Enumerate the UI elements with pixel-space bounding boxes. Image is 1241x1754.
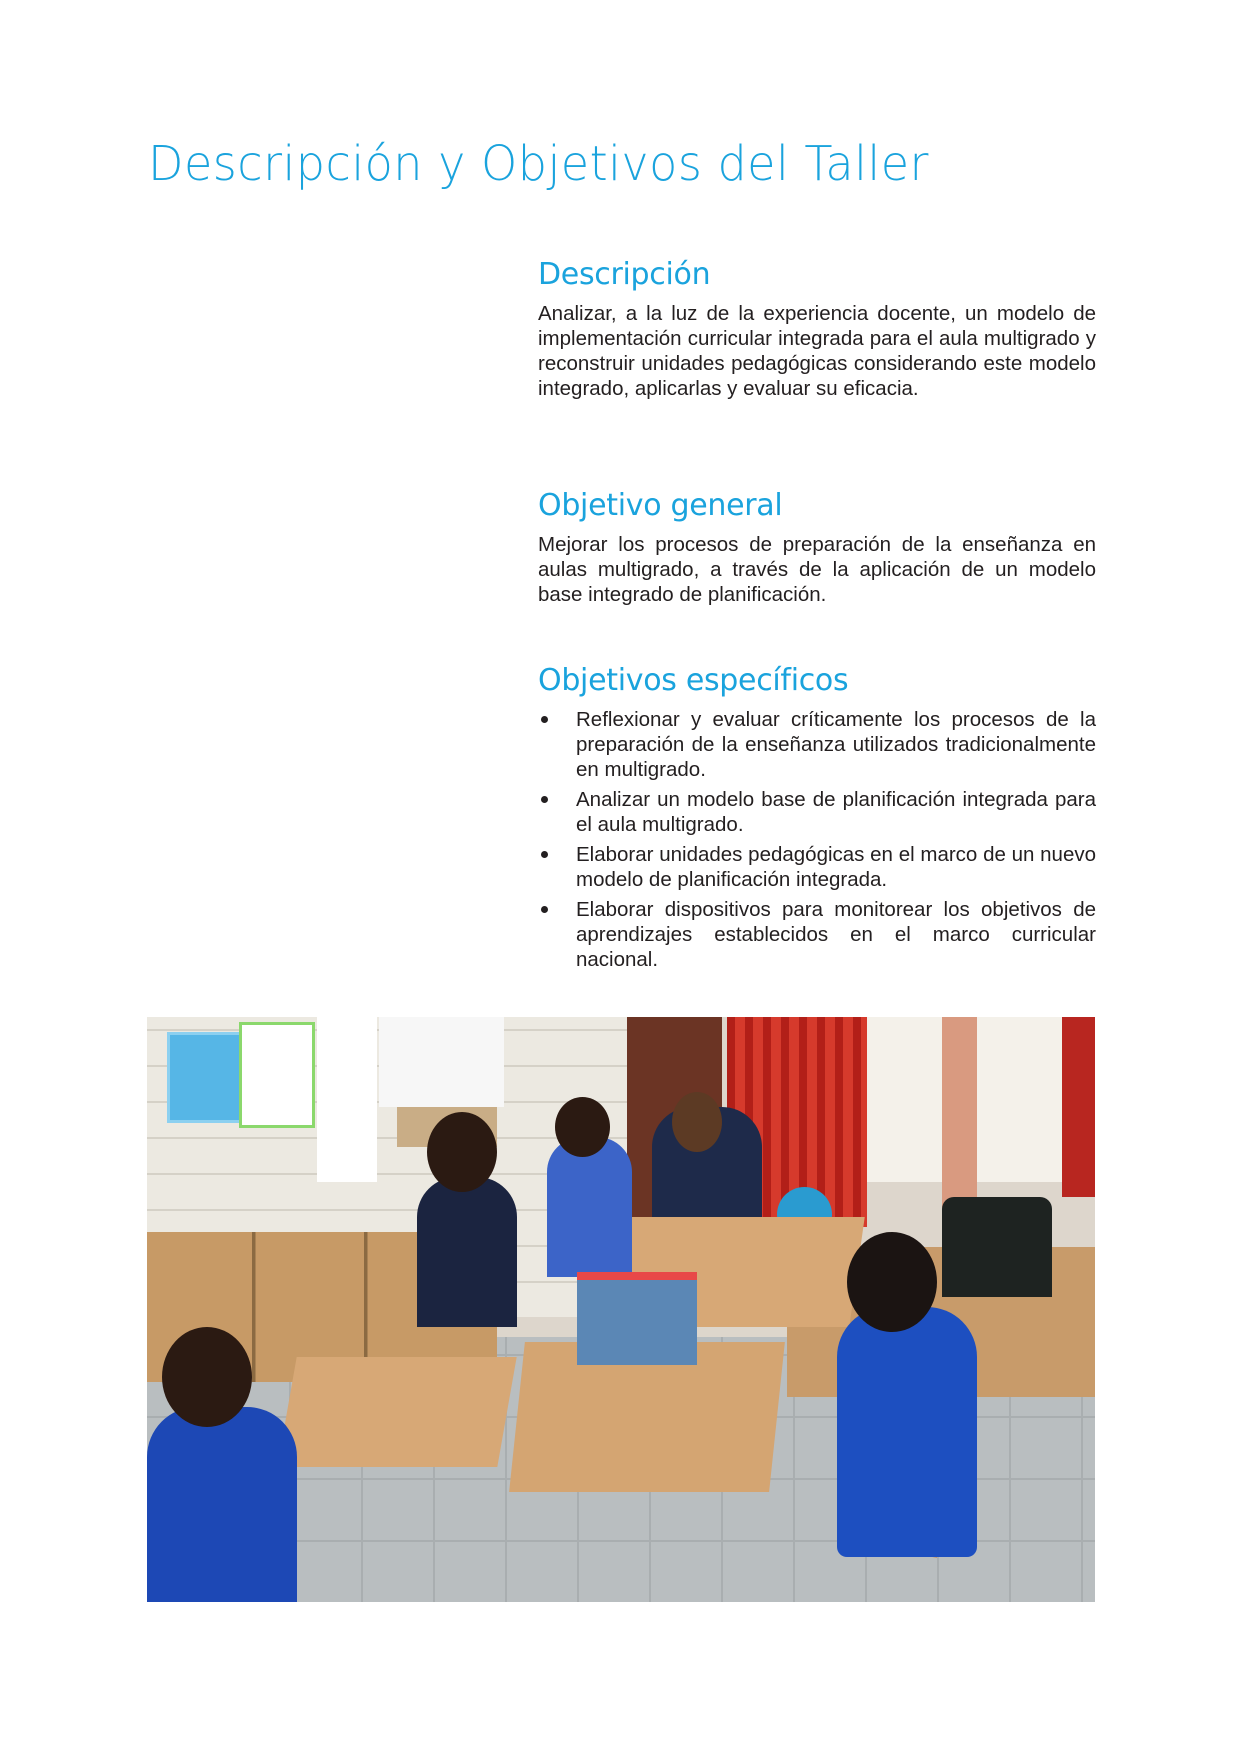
section-objetivos-especificos xyxy=(538,661,1096,977)
photo-student-head xyxy=(162,1327,252,1427)
photo-student xyxy=(417,1177,517,1327)
photo-chair xyxy=(942,1197,1052,1297)
list-item-text: Elaborar unidades pedagógicas en el marco de un nuevo modelo de planificación integrada. xyxy=(576,843,1096,891)
bullet-icon xyxy=(541,851,548,858)
photo-student xyxy=(147,1407,297,1602)
photo-pencil-box xyxy=(577,1272,697,1365)
photo-poster xyxy=(317,1017,377,1182)
section-descripcion xyxy=(538,255,1096,401)
photo-teacher-head xyxy=(672,1092,722,1152)
list-item xyxy=(538,842,1096,892)
photo-desk xyxy=(277,1357,516,1467)
bullet-icon xyxy=(541,906,548,913)
objetivos-list xyxy=(538,707,1096,972)
photo-student xyxy=(837,1307,977,1557)
section-heading-descripcion: Descripción xyxy=(538,257,711,292)
section-heading-objetivo-general: Objetivo general xyxy=(538,488,783,523)
list-item-text: Analizar un modelo base de planificación integrada para el aula multigrado. xyxy=(576,788,1096,836)
photo-poster xyxy=(167,1032,243,1123)
section-objetivo-general xyxy=(538,486,1096,607)
section-body-objetivo-general: Mejorar los procesos de preparación de la enseñanza en aulas multigrado, a través de la aplicación de un modelo base integrado de planificación. xyxy=(538,533,1096,606)
photo-student xyxy=(547,1137,632,1277)
photo-poster xyxy=(379,1017,504,1107)
photo-student-head xyxy=(847,1232,937,1332)
bullet-icon xyxy=(541,796,548,803)
list-item xyxy=(538,787,1096,837)
section-body-descripcion: Analizar, a la luz de la experiencia docente, un modelo de implementación curricular integrada para el aula multigrado y reconstruir unidades pedagógicas considerando este modelo integrado, aplicarlas y evaluar su eficacia. xyxy=(538,302,1096,400)
list-item-text: Reflexionar y evaluar críticamente los procesos de la preparación de la enseñanza utilizados tradicionalmente en multigrado. xyxy=(576,708,1096,781)
photo-student-head xyxy=(555,1097,610,1157)
bullet-icon xyxy=(541,716,548,723)
classroom-photo xyxy=(147,1017,1095,1602)
photo-poster xyxy=(239,1022,315,1128)
list-item-text: Elaborar dispositivos para monitorear los objetivos de aprendizajes establecidos en el marco curricular nacional. xyxy=(576,898,1096,971)
list-item xyxy=(538,707,1096,782)
photo-curtain xyxy=(1062,1017,1095,1197)
page-title: Descripción y Objetivos del Taller xyxy=(148,136,929,192)
photo-student-head xyxy=(427,1112,497,1192)
section-heading-objetivos-especificos: Objetivos específicos xyxy=(538,663,849,698)
list-item xyxy=(538,897,1096,972)
